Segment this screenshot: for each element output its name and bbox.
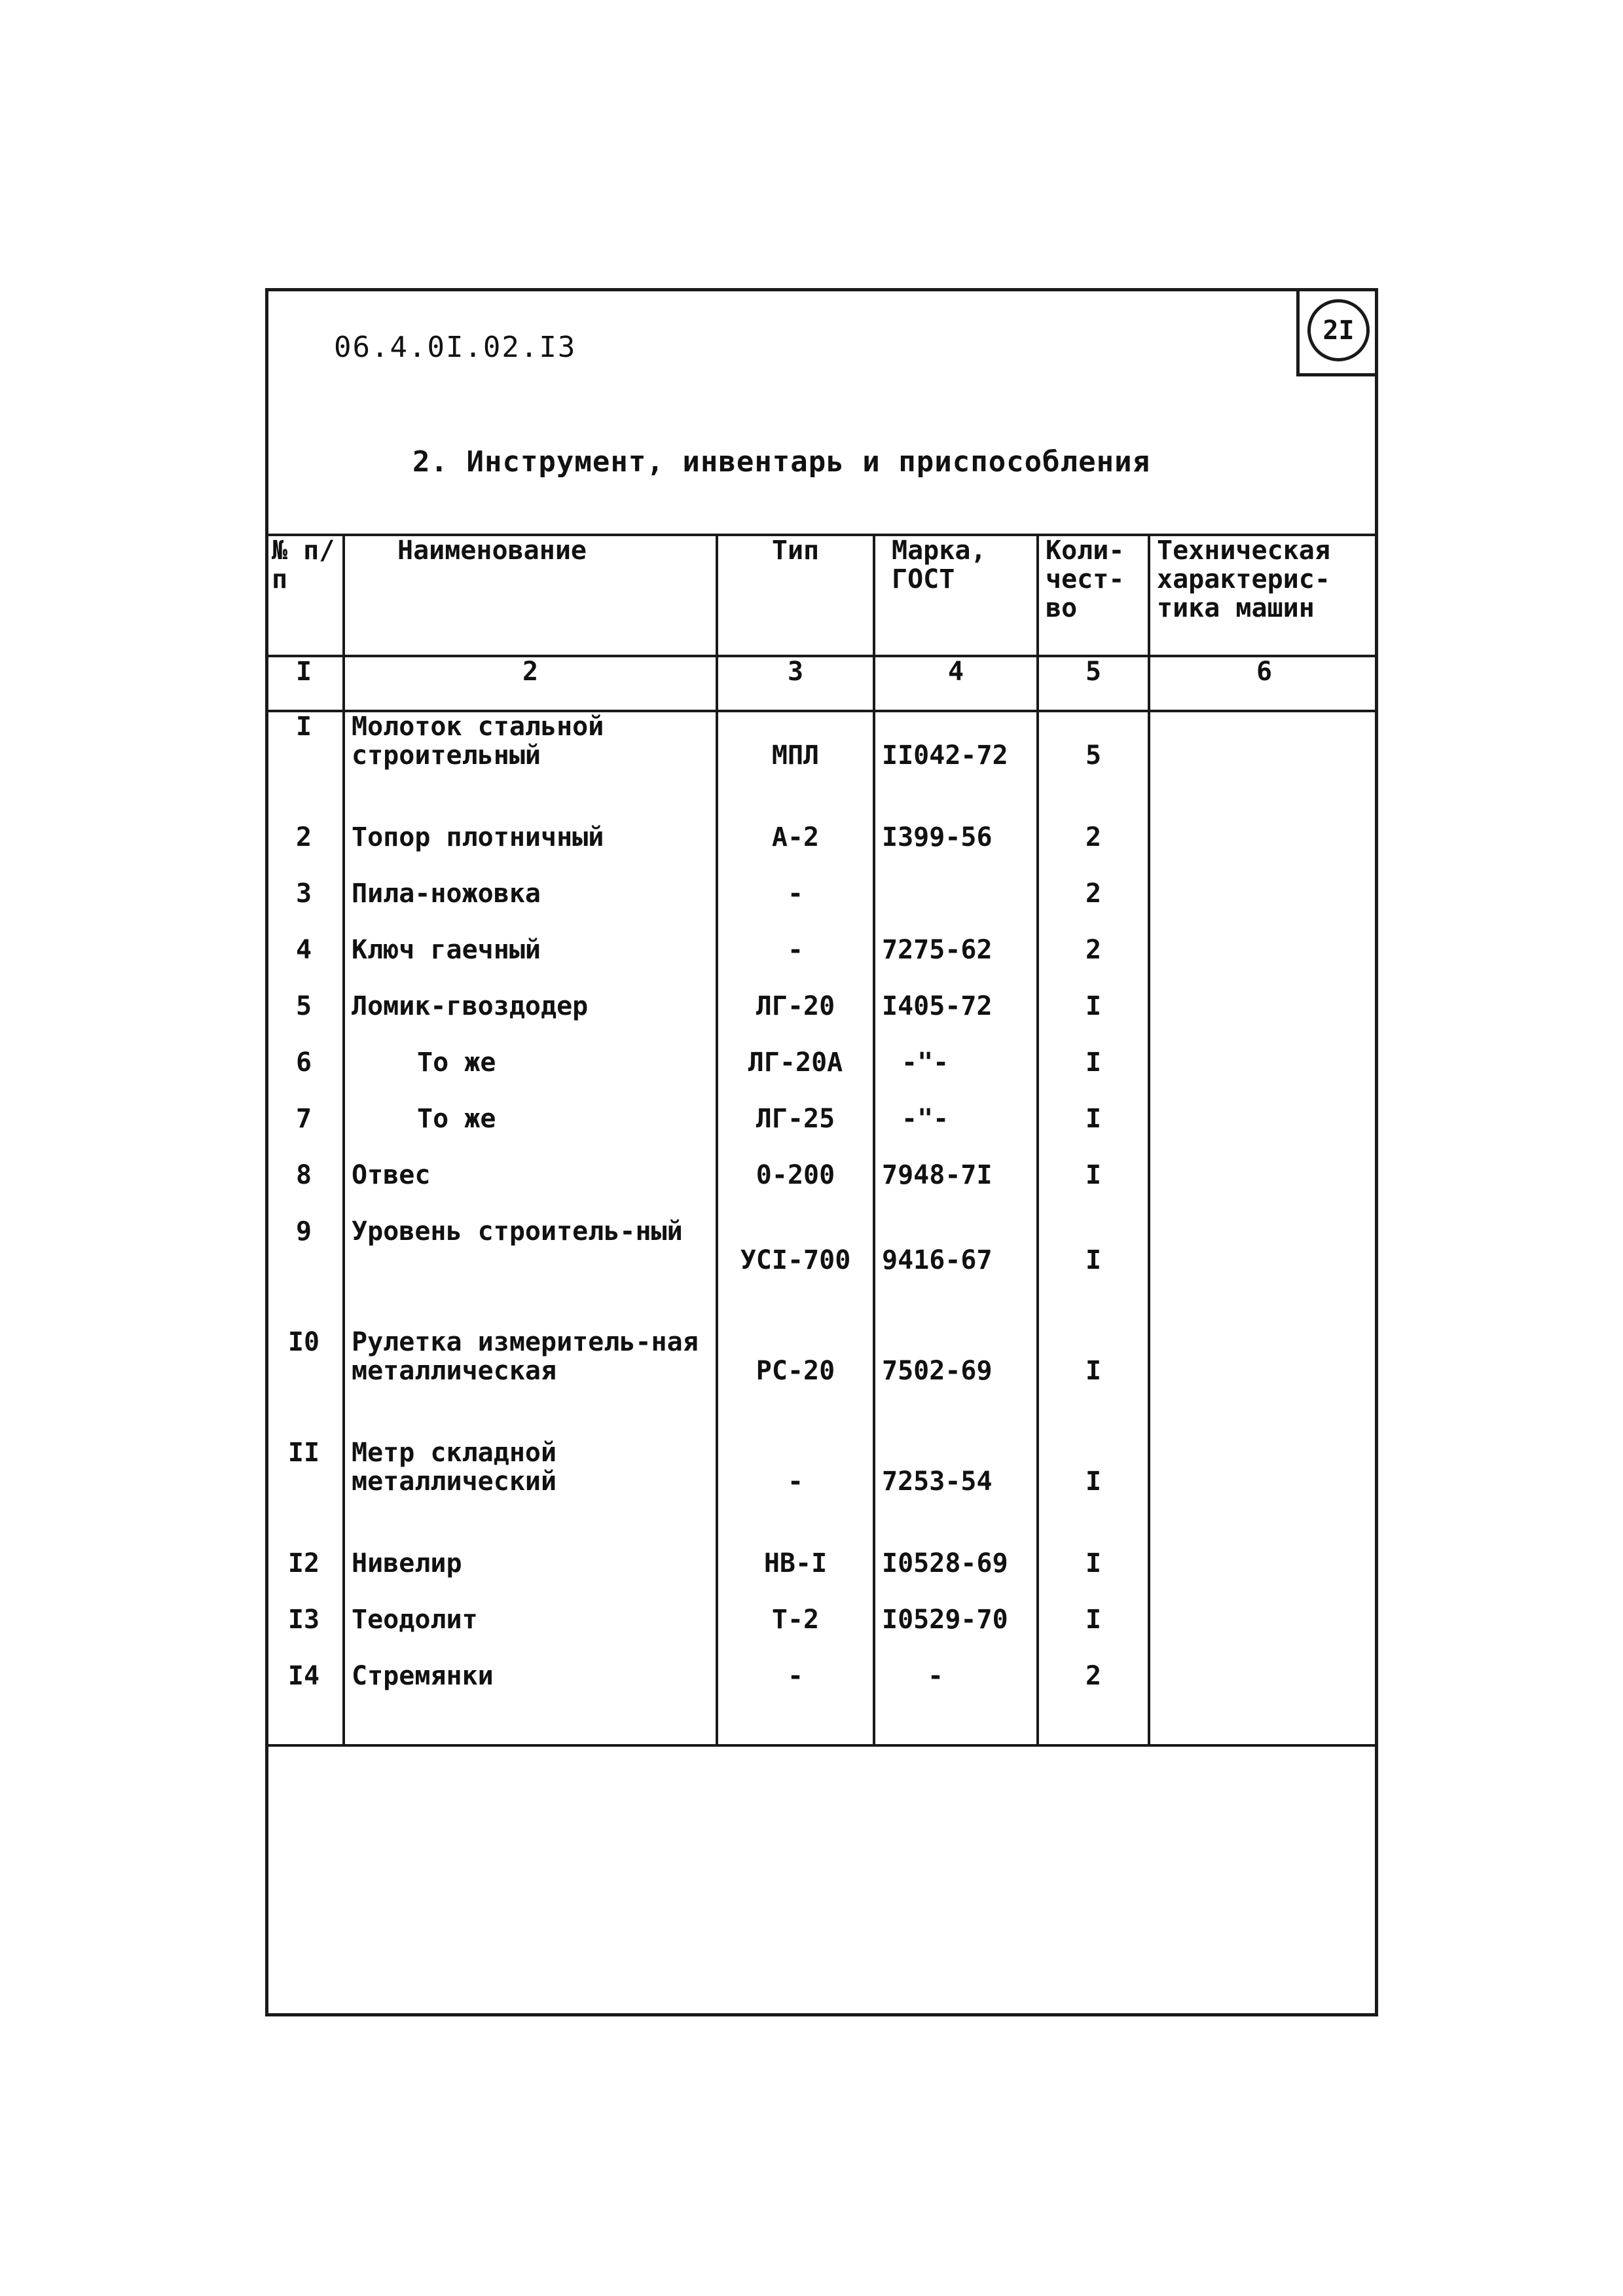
row-name: Метр складной металлический <box>344 1438 717 1549</box>
row-tech <box>1149 1048 1378 1104</box>
row-tech <box>1149 823 1378 879</box>
row-type: - <box>717 1662 874 1718</box>
row-mark: -"- <box>874 1048 1038 1104</box>
document-sheet <box>265 288 1378 2016</box>
row-name: Пила-ножовка <box>344 879 717 936</box>
row-tech <box>1149 711 1378 823</box>
row-mark: 7253-54 <box>874 1438 1038 1549</box>
header-name: Наименование <box>344 535 717 656</box>
row-name: То же <box>344 1104 717 1161</box>
row-name: Отвес <box>344 1161 717 1217</box>
row-num: 6 <box>295 1048 312 1078</box>
row-type: А-2 <box>717 823 874 879</box>
row-num: 4 <box>295 936 312 965</box>
table-row <box>265 1217 1378 1328</box>
row-tech <box>1149 1328 1378 1438</box>
row-name: Рулетка измеритель-ная металлическая <box>344 1328 717 1438</box>
page-number-box <box>1296 288 1378 376</box>
row-name: То же <box>344 1048 717 1104</box>
table-row <box>265 936 1378 992</box>
row-qty: I <box>1038 1549 1149 1605</box>
row-type: 0-200 <box>717 1161 874 1217</box>
row-tech <box>1149 879 1378 936</box>
row-num: 7 <box>295 1104 312 1134</box>
row-qty: I <box>1038 1161 1149 1217</box>
column-number: 4 <box>874 656 1038 711</box>
row-qty: I <box>1038 1048 1149 1104</box>
row-tech <box>1149 992 1378 1048</box>
row-name: Стремянки <box>344 1662 717 1718</box>
table-row <box>265 1662 1378 1718</box>
row-mark: I405-72 <box>874 992 1038 1048</box>
table-row <box>265 1549 1378 1605</box>
header-qty: Коли-чест-во <box>1038 535 1149 656</box>
row-qty: 2 <box>1038 879 1149 936</box>
row-num: I3 <box>287 1605 320 1635</box>
row-qty: I <box>1038 1438 1149 1549</box>
row-tech <box>1149 1217 1378 1328</box>
row-qty: 2 <box>1038 1662 1149 1718</box>
row-mark: -"- <box>874 1104 1038 1161</box>
row-mark: 7275-62 <box>874 936 1038 992</box>
row-tech <box>1149 936 1378 992</box>
row-num: 5 <box>295 992 312 1021</box>
row-mark: - <box>874 1662 1038 1718</box>
column-number: I <box>265 656 344 711</box>
table-row <box>265 1438 1378 1549</box>
table-row <box>265 1104 1378 1161</box>
header-tech: Техническая характерис-тика машин <box>1149 535 1378 656</box>
row-type: ЛГ-25 <box>717 1104 874 1161</box>
table-row <box>265 1328 1378 1438</box>
row-mark <box>874 879 1038 936</box>
row-tech <box>1149 1438 1378 1549</box>
row-type: - <box>717 879 874 936</box>
row-qty: I <box>1038 1217 1149 1328</box>
row-name: Уровень строитель-ный <box>344 1217 717 1328</box>
header-type: Тип <box>717 535 874 656</box>
row-tech <box>1149 1662 1378 1718</box>
row-qty: I <box>1038 1605 1149 1662</box>
row-type: - <box>717 1438 874 1549</box>
row-mark: II042-72 <box>874 711 1038 823</box>
row-qty: I <box>1038 1328 1149 1438</box>
row-num: I0 <box>287 1328 320 1357</box>
row-name: Топор плотничный <box>344 823 717 879</box>
row-tech <box>1149 1549 1378 1605</box>
row-type: - <box>717 936 874 992</box>
column-number: 5 <box>1038 656 1149 711</box>
header-row <box>265 535 1378 656</box>
table-row <box>265 992 1378 1048</box>
table-row <box>265 1048 1378 1104</box>
tools-table <box>265 534 1378 1747</box>
row-mark: I399-56 <box>874 823 1038 879</box>
row-tech <box>1149 1605 1378 1662</box>
row-num: 2 <box>295 823 312 852</box>
row-qty: I <box>1038 1104 1149 1161</box>
row-name: Теодолит <box>344 1605 717 1662</box>
column-number: 3 <box>717 656 874 711</box>
column-number: 2 <box>344 656 717 711</box>
row-mark: 7948-7I <box>874 1161 1038 1217</box>
row-num: 3 <box>295 879 312 909</box>
row-type: ЛГ-20А <box>717 1048 874 1104</box>
row-name: Ключ гаечный <box>344 936 717 992</box>
column-number: 6 <box>1149 656 1378 711</box>
row-mark: 7502-69 <box>874 1328 1038 1438</box>
row-type: ЛГ-20 <box>717 992 874 1048</box>
table-row <box>265 823 1378 879</box>
row-name: Молоток стальной строительный <box>344 711 717 823</box>
row-tech <box>1149 1104 1378 1161</box>
document-code: 06.4.0I.02.I3 <box>334 331 577 364</box>
table-bottom-rule <box>265 1718 1378 1745</box>
row-type: МПЛ <box>717 711 874 823</box>
row-num: I4 <box>287 1662 320 1691</box>
row-mark: I0529-70 <box>874 1605 1038 1662</box>
table-row <box>265 1605 1378 1662</box>
row-name: Нивелир <box>344 1549 717 1605</box>
page-number: 2I <box>1307 299 1370 361</box>
row-num: I <box>295 712 312 742</box>
table-row <box>265 1161 1378 1217</box>
row-num: 8 <box>295 1161 312 1190</box>
section-title: 2. Инструмент, инвентарь и приспособления <box>412 445 1151 479</box>
column-numbers-row <box>265 656 1378 711</box>
row-num: I2 <box>287 1549 320 1578</box>
table-row <box>265 711 1378 823</box>
table-row <box>265 879 1378 936</box>
row-qty: 2 <box>1038 823 1149 879</box>
row-type: РС-20 <box>717 1328 874 1438</box>
row-type: УСI-700 <box>717 1217 874 1328</box>
row-mark: 9416-67 <box>874 1217 1038 1328</box>
header-mark: Марка, ГОСТ <box>874 535 1038 656</box>
row-type: НВ-I <box>717 1549 874 1605</box>
row-num: 9 <box>295 1217 312 1247</box>
row-tech <box>1149 1161 1378 1217</box>
row-qty: 5 <box>1038 711 1149 823</box>
row-qty: 2 <box>1038 936 1149 992</box>
row-type: Т-2 <box>717 1605 874 1662</box>
row-qty: I <box>1038 992 1149 1048</box>
row-num: II <box>287 1438 320 1468</box>
row-name: Ломик-гвоздодер <box>344 992 717 1048</box>
header-num: № п/п <box>265 535 344 656</box>
row-mark: I0528-69 <box>874 1549 1038 1605</box>
